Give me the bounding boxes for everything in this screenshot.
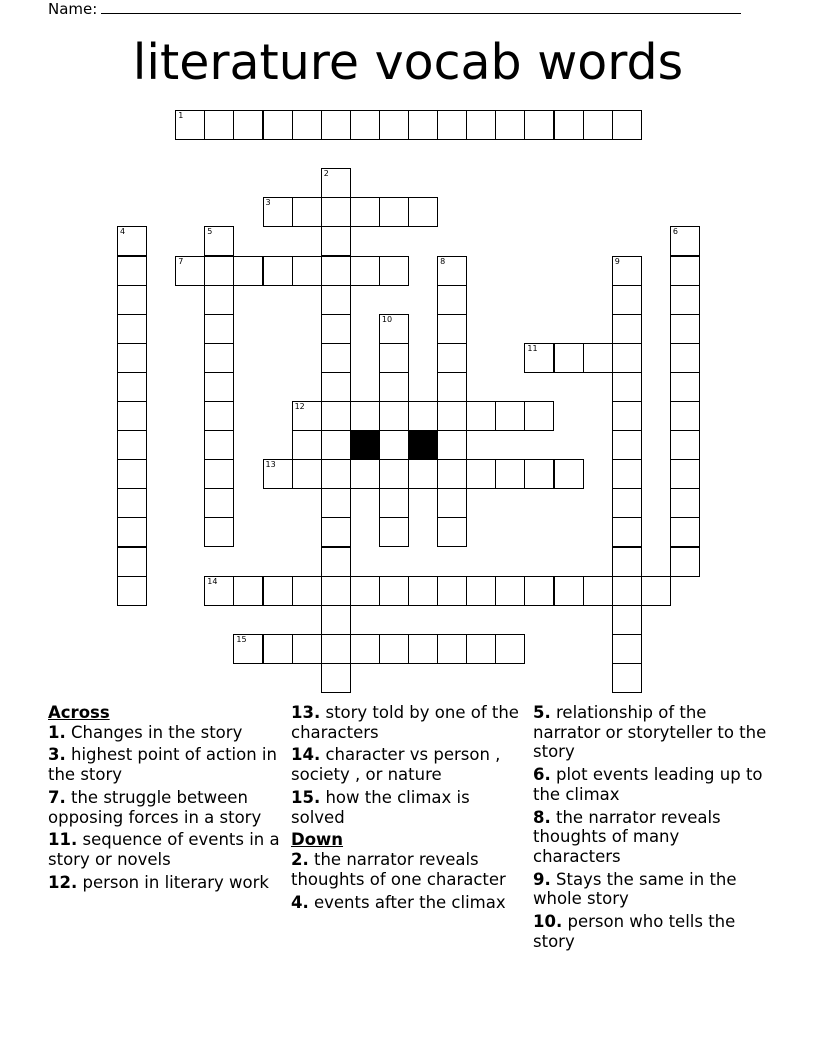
grid-cell[interactable] bbox=[117, 372, 147, 402]
grid-cell[interactable] bbox=[175, 110, 205, 140]
grid-cell[interactable] bbox=[437, 459, 467, 489]
grid-cell[interactable] bbox=[670, 517, 700, 547]
clue-number: 5 bbox=[207, 227, 213, 237]
grid-cell[interactable] bbox=[204, 314, 234, 344]
grid-cell[interactable] bbox=[437, 372, 467, 402]
clue-label: 9. bbox=[533, 869, 551, 889]
clue-item bbox=[291, 850, 527, 889]
clue-item bbox=[291, 893, 527, 913]
grid-cell[interactable] bbox=[350, 459, 380, 489]
clue-label: 2. bbox=[291, 850, 309, 870]
clue-label: 1. bbox=[48, 722, 66, 742]
grid-cell[interactable] bbox=[437, 634, 467, 664]
grid-cell[interactable] bbox=[321, 663, 351, 693]
grid-cell[interactable] bbox=[321, 314, 351, 344]
grid-cell[interactable] bbox=[437, 401, 467, 431]
clue-number: 2 bbox=[323, 169, 329, 179]
clue-text: relationship of the narrator or storyteller to the story bbox=[533, 703, 767, 762]
clue-number: 4 bbox=[120, 227, 126, 237]
grid-cell[interactable] bbox=[117, 488, 147, 518]
clue-item bbox=[48, 723, 280, 743]
grid-cell-black bbox=[350, 430, 380, 460]
grid-cell[interactable] bbox=[292, 401, 322, 431]
grid-cell[interactable] bbox=[204, 517, 234, 547]
grid-cell[interactable] bbox=[204, 488, 234, 518]
grid-cell[interactable] bbox=[175, 256, 205, 286]
grid-cell[interactable] bbox=[437, 256, 467, 286]
clue-item bbox=[291, 745, 527, 784]
grid-cell[interactable] bbox=[321, 226, 351, 256]
grid-cell[interactable] bbox=[379, 459, 409, 489]
grid-cell[interactable] bbox=[379, 110, 409, 140]
puzzle-title: literature vocab words bbox=[132, 34, 684, 91]
grid-cell[interactable] bbox=[117, 314, 147, 344]
clue-label: 4. bbox=[291, 892, 309, 912]
grid-cell[interactable] bbox=[350, 576, 380, 606]
grid-cell[interactable] bbox=[117, 401, 147, 431]
clue-text: Stays the same in the whole story bbox=[533, 869, 737, 909]
grid-cell[interactable] bbox=[379, 343, 409, 373]
grid-cell[interactable] bbox=[292, 430, 322, 460]
across-heading: Across bbox=[48, 703, 110, 722]
grid-cell[interactable] bbox=[466, 459, 496, 489]
grid-cell[interactable] bbox=[612, 517, 642, 547]
clue-item bbox=[291, 703, 527, 742]
clue-number: 7 bbox=[178, 256, 184, 266]
grid-cell[interactable] bbox=[321, 372, 351, 402]
grid-cell[interactable] bbox=[204, 226, 234, 256]
clue-text: events after the climax bbox=[308, 892, 506, 912]
clue-label: 7. bbox=[48, 787, 66, 807]
grid-cell[interactable] bbox=[524, 343, 554, 373]
grid-cell[interactable] bbox=[204, 256, 234, 286]
clue-number: 15 bbox=[236, 634, 247, 644]
grid-cell[interactable] bbox=[204, 430, 234, 460]
clue-label: 8. bbox=[533, 807, 551, 827]
grid-cell[interactable] bbox=[495, 401, 525, 431]
grid-cell[interactable] bbox=[204, 285, 234, 315]
grid-cell[interactable] bbox=[408, 197, 438, 227]
clues-column-1 bbox=[48, 703, 280, 896]
grid-cell[interactable] bbox=[495, 634, 525, 664]
grid-cell[interactable] bbox=[466, 634, 496, 664]
grid-cell[interactable] bbox=[670, 401, 700, 431]
name-label: Name: bbox=[48, 0, 98, 18]
grid-cell[interactable] bbox=[612, 430, 642, 460]
clue-item bbox=[48, 745, 280, 784]
grid-cell[interactable] bbox=[321, 168, 351, 198]
clue-item bbox=[533, 703, 769, 762]
grid-cell[interactable] bbox=[321, 634, 351, 664]
clue-label: 14. bbox=[291, 745, 321, 765]
clue-number: 13 bbox=[265, 460, 276, 470]
clue-text: how the climax is solved bbox=[291, 787, 470, 827]
grid-cell[interactable] bbox=[117, 576, 147, 606]
grid-cell[interactable] bbox=[437, 576, 467, 606]
grid-cell[interactable] bbox=[350, 401, 380, 431]
grid-cell[interactable] bbox=[670, 430, 700, 460]
clue-item bbox=[533, 870, 769, 909]
clue-number: 10 bbox=[381, 314, 393, 324]
clue-number: 1 bbox=[178, 111, 184, 120]
grid-cell[interactable] bbox=[524, 401, 554, 431]
clue-label: 6. bbox=[533, 765, 551, 785]
grid-cell[interactable] bbox=[321, 401, 351, 431]
grid-cell[interactable] bbox=[495, 110, 525, 140]
clues-column-2 bbox=[291, 703, 527, 915]
clue-label: 10. bbox=[533, 912, 563, 932]
grid-cell[interactable] bbox=[321, 285, 351, 315]
grid-cell[interactable] bbox=[350, 197, 380, 227]
grid-cell[interactable] bbox=[379, 372, 409, 402]
grid-cell[interactable] bbox=[321, 488, 351, 518]
grid-cell-black bbox=[408, 430, 438, 460]
grid-cell[interactable] bbox=[670, 547, 700, 577]
grid-cell[interactable] bbox=[583, 576, 613, 606]
clue-label: 13. bbox=[291, 703, 321, 722]
clue-text: person in literary work bbox=[77, 872, 269, 892]
clue-label: 3. bbox=[48, 745, 66, 765]
grid-cell[interactable] bbox=[495, 459, 525, 489]
grid-cell[interactable] bbox=[321, 576, 351, 606]
grid-cell[interactable] bbox=[379, 314, 409, 344]
grid-cell[interactable] bbox=[408, 634, 438, 664]
grid-cell[interactable] bbox=[379, 197, 409, 227]
grid-cell[interactable] bbox=[437, 488, 467, 518]
clue-number: 11 bbox=[527, 343, 538, 353]
grid-cell[interactable] bbox=[466, 576, 496, 606]
grid-cell[interactable] bbox=[524, 110, 554, 140]
grid-cell[interactable] bbox=[554, 576, 584, 606]
grid-cell[interactable] bbox=[263, 197, 293, 227]
grid-cell[interactable] bbox=[612, 314, 642, 344]
grid-cell[interactable] bbox=[524, 576, 554, 606]
clue-number: 9 bbox=[614, 256, 620, 266]
clue-text: plot events leading up to the climax bbox=[533, 765, 763, 804]
grid-cell[interactable] bbox=[117, 256, 147, 286]
clue-number: 8 bbox=[440, 256, 446, 266]
clue-label: 5. bbox=[533, 703, 551, 722]
down-heading: Down bbox=[291, 830, 344, 850]
clue-text: the narrator reveals thoughts of one character bbox=[291, 850, 506, 889]
grid-cell[interactable] bbox=[263, 459, 293, 489]
grid-cell[interactable] bbox=[292, 459, 322, 489]
grid-cell[interactable] bbox=[612, 634, 642, 664]
grid-cell[interactable] bbox=[204, 401, 234, 431]
grid-cell[interactable] bbox=[670, 459, 700, 489]
grid-cell[interactable] bbox=[437, 285, 467, 315]
clue-text: Changes in the story bbox=[65, 722, 243, 742]
grid-cell[interactable] bbox=[408, 459, 438, 489]
clue-label: 15. bbox=[291, 787, 321, 807]
grid-cell[interactable] bbox=[292, 197, 322, 227]
clue-text: highest point of action in the story bbox=[48, 745, 277, 785]
grid-cell[interactable] bbox=[204, 110, 234, 140]
clue-number: 3 bbox=[265, 198, 271, 208]
grid-cell[interactable] bbox=[204, 576, 234, 606]
grid-cell[interactable] bbox=[437, 517, 467, 547]
grid-cell[interactable] bbox=[350, 634, 380, 664]
grid-cell[interactable] bbox=[612, 285, 642, 315]
grid-cell[interactable] bbox=[437, 110, 467, 140]
grid-cell[interactable] bbox=[117, 226, 147, 256]
grid-cell[interactable] bbox=[117, 547, 147, 577]
grid-cell[interactable] bbox=[612, 256, 642, 286]
clue-text: person who tells the story bbox=[533, 912, 736, 951]
grid-cell[interactable] bbox=[612, 605, 642, 635]
grid-cell[interactable] bbox=[583, 343, 613, 373]
grid-cell[interactable] bbox=[612, 401, 642, 431]
grid-cell[interactable] bbox=[263, 110, 293, 140]
grid-cell[interactable] bbox=[321, 459, 351, 489]
grid-cell[interactable] bbox=[233, 576, 263, 606]
grid-cell[interactable] bbox=[437, 314, 467, 344]
grid-cell[interactable] bbox=[612, 488, 642, 518]
grid-cell[interactable] bbox=[379, 488, 409, 518]
grid-cell[interactable] bbox=[641, 576, 671, 606]
grid-cell[interactable] bbox=[350, 256, 380, 286]
clue-item bbox=[48, 788, 280, 827]
grid-cell[interactable] bbox=[263, 634, 293, 664]
grid-cell[interactable] bbox=[379, 576, 409, 606]
grid-cell[interactable] bbox=[670, 226, 700, 256]
grid-cell[interactable] bbox=[321, 343, 351, 373]
grid-cell[interactable] bbox=[612, 547, 642, 577]
grid-cell[interactable] bbox=[379, 517, 409, 547]
grid-cell[interactable] bbox=[204, 343, 234, 373]
grid-cell[interactable] bbox=[495, 576, 525, 606]
grid-cell[interactable] bbox=[292, 110, 322, 140]
clue-item bbox=[533, 808, 769, 867]
grid-cell[interactable] bbox=[466, 401, 496, 431]
grid-cell[interactable] bbox=[117, 430, 147, 460]
clues-column-3 bbox=[533, 703, 769, 955]
grid-cell[interactable] bbox=[408, 576, 438, 606]
clue-text: character vs person , society , or nature bbox=[291, 745, 501, 785]
grid-cell[interactable] bbox=[554, 110, 584, 140]
grid-cell[interactable] bbox=[321, 430, 351, 460]
grid-cell[interactable] bbox=[117, 517, 147, 547]
grid-cell[interactable] bbox=[612, 663, 642, 693]
grid-cell[interactable] bbox=[554, 459, 584, 489]
grid-cell[interactable] bbox=[612, 576, 642, 606]
clue-item bbox=[48, 873, 280, 893]
grid-cell[interactable] bbox=[466, 110, 496, 140]
grid-cell[interactable] bbox=[292, 576, 322, 606]
grid-cell[interactable] bbox=[321, 256, 351, 286]
clue-text: the struggle between opposing forces in a story bbox=[48, 787, 262, 827]
grid-cell[interactable] bbox=[233, 110, 263, 140]
grid-cell[interactable] bbox=[583, 110, 613, 140]
grid-cell[interactable] bbox=[233, 256, 263, 286]
grid-cell[interactable] bbox=[204, 372, 234, 402]
grid-cell[interactable] bbox=[321, 605, 351, 635]
grid-cell[interactable] bbox=[612, 110, 642, 140]
grid-cell[interactable] bbox=[379, 634, 409, 664]
grid-cell[interactable] bbox=[263, 576, 293, 606]
grid-cell[interactable] bbox=[117, 285, 147, 315]
grid-cell[interactable] bbox=[524, 459, 554, 489]
clue-item bbox=[533, 765, 769, 804]
clue-number: 6 bbox=[672, 227, 678, 237]
grid-cell[interactable] bbox=[612, 459, 642, 489]
grid-cell[interactable] bbox=[321, 110, 351, 140]
grid-cell[interactable] bbox=[350, 110, 380, 140]
clue-number: 14 bbox=[207, 576, 218, 586]
grid-cell[interactable] bbox=[117, 343, 147, 373]
grid-cell[interactable] bbox=[437, 343, 467, 373]
clue-item bbox=[291, 788, 527, 827]
clue-label: 12. bbox=[48, 872, 78, 892]
grid-cell[interactable] bbox=[670, 314, 700, 344]
clue-text: the narrator reveals thoughts of many characters bbox=[533, 807, 721, 866]
grid-cell[interactable] bbox=[408, 401, 438, 431]
grid-cell[interactable] bbox=[670, 372, 700, 402]
clue-item bbox=[48, 830, 280, 869]
grid-cell[interactable] bbox=[204, 459, 234, 489]
grid-cell[interactable] bbox=[292, 256, 322, 286]
grid-cell[interactable] bbox=[554, 343, 584, 373]
grid-cell[interactable] bbox=[379, 401, 409, 431]
grid-cell[interactable] bbox=[670, 256, 700, 286]
clue-label: 11. bbox=[48, 830, 78, 850]
grid-cell[interactable] bbox=[292, 634, 322, 664]
grid-cell[interactable] bbox=[670, 343, 700, 373]
clue-item bbox=[533, 912, 769, 951]
grid-cell[interactable] bbox=[321, 517, 351, 547]
clue-text: story told by one of the characters bbox=[291, 703, 519, 742]
grid-cell[interactable] bbox=[379, 430, 409, 460]
grid-cell[interactable] bbox=[233, 634, 263, 664]
grid-cell[interactable] bbox=[612, 343, 642, 373]
grid-cell[interactable] bbox=[263, 256, 293, 286]
clue-number: 12 bbox=[294, 402, 305, 411]
clue-text: sequence of events in a story or novels bbox=[48, 830, 280, 870]
grid-cell[interactable] bbox=[670, 488, 700, 518]
grid-cell[interactable] bbox=[117, 459, 147, 489]
grid-cell[interactable] bbox=[612, 372, 642, 402]
grid-cell[interactable] bbox=[379, 256, 409, 286]
grid-cell[interactable] bbox=[321, 197, 351, 227]
grid-cell[interactable] bbox=[408, 110, 438, 140]
grid-cell[interactable] bbox=[670, 285, 700, 315]
grid-cell[interactable] bbox=[321, 547, 351, 577]
grid-cell[interactable] bbox=[437, 430, 467, 460]
